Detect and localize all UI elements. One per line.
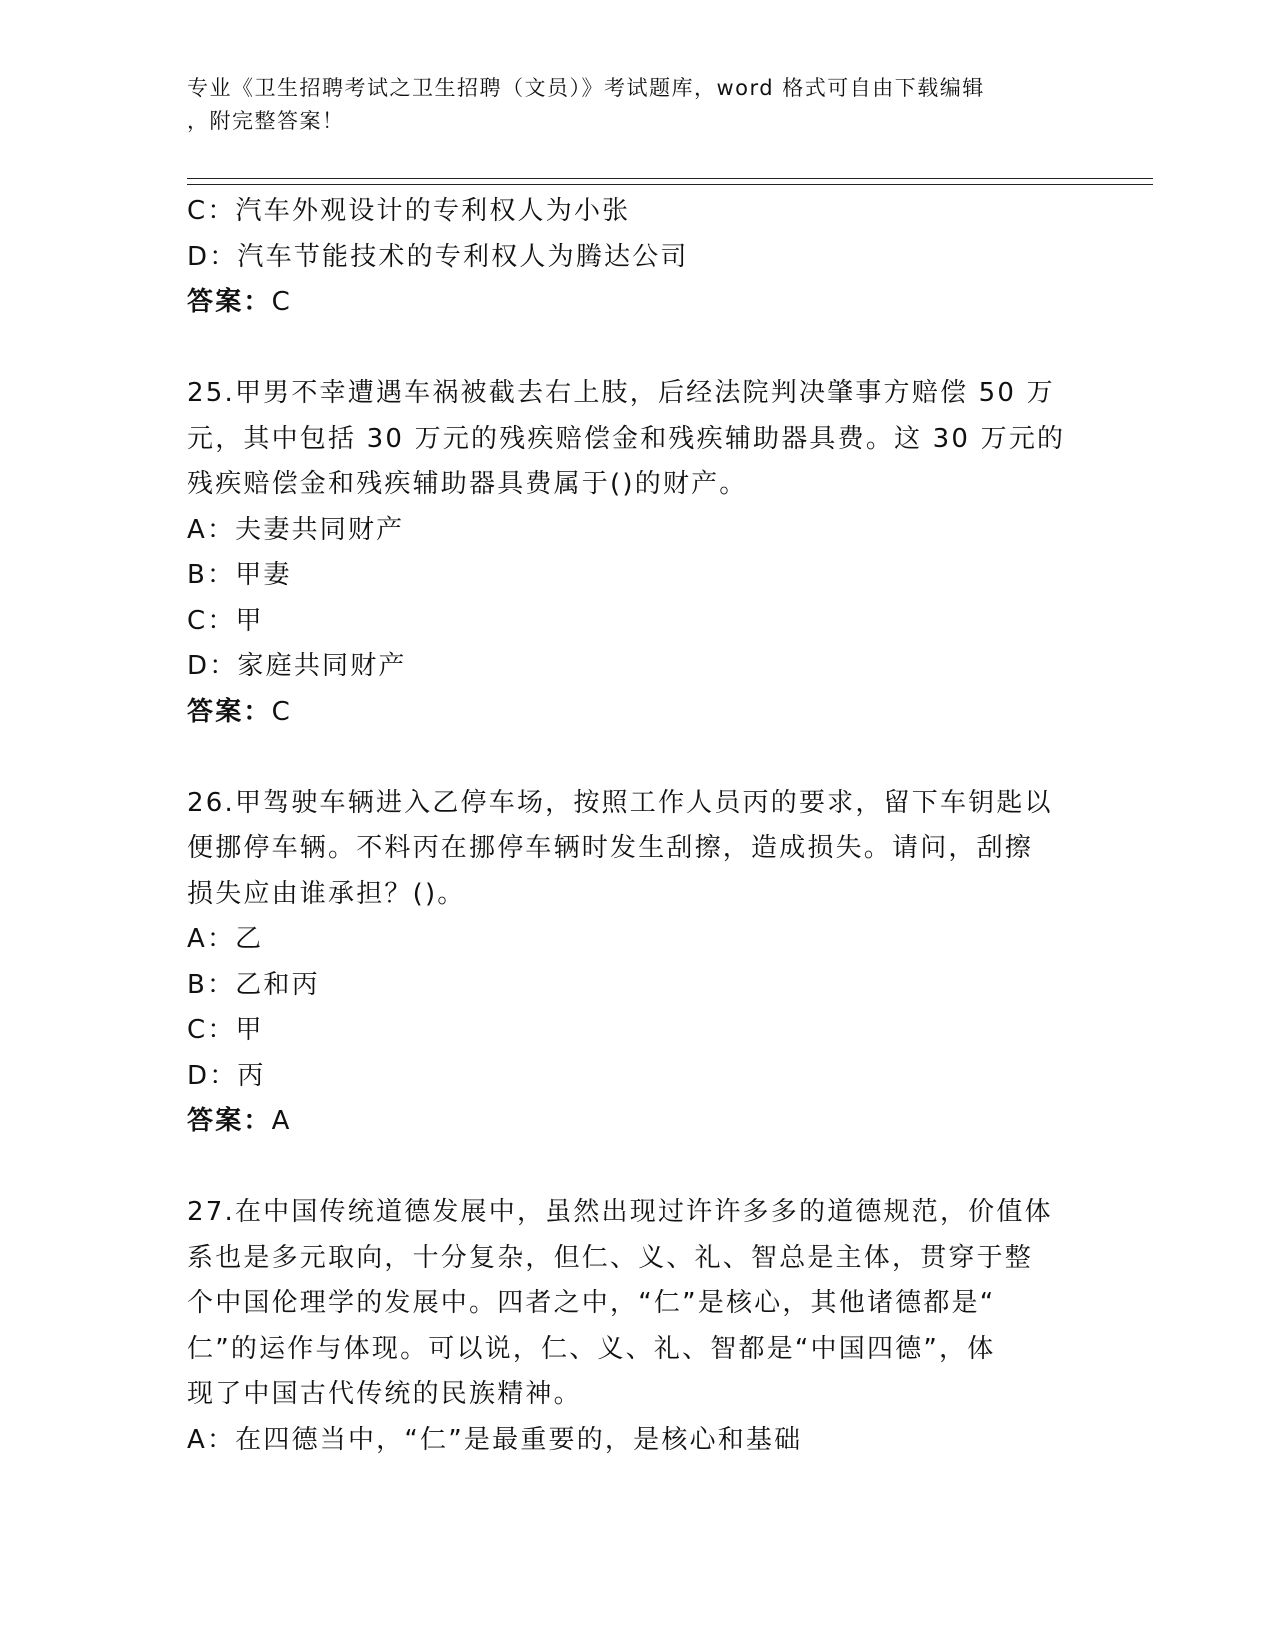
question-25 [187, 371, 1077, 735]
question-26 [187, 781, 1077, 1145]
option-b: B：甲妻 [187, 560, 292, 590]
answer-line [187, 280, 1077, 326]
option-b: B：乙和丙 [187, 969, 320, 1000]
answer-value: C [271, 696, 292, 727]
question-stem-line: 26.甲驾驶车辆进入乙停车场，按照工作人员丙的要求，留下车钥匙以 [187, 787, 1053, 818]
option-d: D：丙 [187, 1060, 266, 1091]
answer-label: 答案： [187, 287, 272, 317]
question-stem-line: 残疾赔偿金和残疾辅助器具费属于()的财产。 [187, 469, 748, 499]
option-d: D：家庭共同财产 [187, 651, 407, 681]
answer-label: 答案： [187, 696, 272, 727]
answer-value: C [271, 287, 292, 317]
page-header [187, 72, 1067, 138]
spacer [187, 735, 1077, 781]
answer-line [187, 1099, 1077, 1145]
continued-question [187, 189, 1077, 326]
question-stem-line: 仁”的运作与体现。可以说，仁、义、礼、智都是“中国四德”，体 [187, 1333, 996, 1364]
option-a: A：在四德当中，“仁”是最重要的，是核心和基础 [187, 1424, 803, 1455]
header-text-line-1: 专业《卫生招聘考试之卫生招聘（文员）》考试题库，word 格式可自由下载编辑 [187, 76, 985, 100]
option-c: C：汽车外观设计的专利权人为小张 [187, 196, 631, 226]
option-c: C：甲 [187, 1015, 264, 1045]
question-stem-line: 损失应由谁承担？()。 [187, 878, 466, 909]
question-stem-line: 27.在中国传统道德发展中，虽然出现过许许多多的道德规范，价值体 [187, 1197, 1053, 1227]
answer-value: A [271, 1106, 292, 1136]
option-c: C：甲 [187, 605, 264, 636]
question-stem-line: 元，其中包括 30 万元的残疾赔偿金和残疾辅助器具费。这 30 万元的 [187, 423, 1066, 454]
header-text-line-2: ，附完整答案！ [187, 109, 345, 133]
question-content [187, 189, 1077, 1463]
question-stem-line: 便挪停车辆。不料丙在挪停车辆时发生刮擦，造成损失。请问，刮擦 [187, 833, 1034, 863]
question-stem-line: 系也是多元取向，十分复杂，但仁、义、礼、智总是主体，贯穿于整 [187, 1242, 1034, 1273]
spacer [187, 1145, 1077, 1191]
spacer [187, 326, 1077, 372]
option-a: A：乙 [187, 924, 264, 954]
question-stem-line: 个中国伦理学的发展中。四者之中，“仁”是核心，其他诸德都是“ [187, 1288, 996, 1318]
option-a: A：夫妻共同财产 [187, 514, 405, 545]
answer-line [187, 690, 1077, 736]
option-d: D：汽车节能技术的专利权人为腾达公司 [187, 241, 689, 272]
question-stem-line: 25.甲男不幸遭遇车祸被截去右上肢，后经法院判决肇事方赔偿 50 万 [187, 378, 1055, 408]
question-27 [187, 1190, 1077, 1463]
answer-label: 答案： [187, 1106, 272, 1136]
header-divider [187, 178, 1153, 185]
question-stem-line: 现了中国古代传统的民族精神。 [187, 1379, 582, 1409]
